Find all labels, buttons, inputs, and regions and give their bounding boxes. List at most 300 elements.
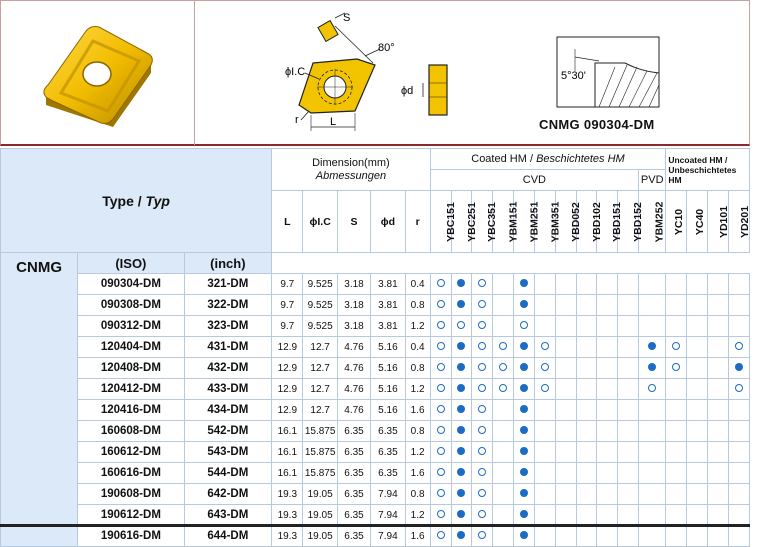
label-r: r bbox=[295, 114, 299, 126]
grade-mark-cell bbox=[514, 358, 535, 379]
dim-value-r: 1.2 bbox=[405, 316, 430, 337]
grade-mark-cell bbox=[555, 316, 576, 337]
available-circle-icon bbox=[478, 531, 486, 539]
recommended-dot-icon bbox=[520, 384, 528, 392]
grade-mark-cell bbox=[618, 400, 639, 421]
grade-mark-cell bbox=[472, 295, 493, 316]
grade-mark-cell bbox=[534, 421, 555, 442]
iso-code: 090308-DM bbox=[78, 295, 184, 316]
grade-mark-cell bbox=[451, 274, 472, 295]
insert-code-label: CNMG 090304-DM bbox=[539, 117, 655, 132]
grade-mark-cell bbox=[451, 295, 472, 316]
recommended-dot-icon bbox=[520, 300, 528, 308]
available-circle-icon bbox=[541, 384, 549, 392]
dim-value-ic: 9.525 bbox=[303, 316, 337, 337]
grade-mark-cell bbox=[451, 358, 472, 379]
available-circle-icon bbox=[499, 384, 507, 392]
grade-mark-cell bbox=[687, 295, 708, 316]
grade-mark-cell bbox=[639, 421, 666, 442]
available-circle-icon bbox=[478, 321, 486, 329]
available-circle-icon bbox=[437, 342, 445, 350]
dim-value-l: 16.1 bbox=[272, 463, 303, 484]
table-row bbox=[1, 358, 750, 379]
grade-mark-cell bbox=[534, 337, 555, 358]
dim-value-d: 3.81 bbox=[371, 295, 405, 316]
dim-value-r: 1.2 bbox=[405, 505, 430, 526]
table-row bbox=[1, 316, 750, 337]
grade-mark-cell bbox=[534, 316, 555, 337]
grade-mark-cell bbox=[597, 442, 618, 463]
grade-mark-cell bbox=[576, 379, 597, 400]
iso-code: 120404-DM bbox=[78, 337, 184, 358]
grade-mark-cell bbox=[639, 400, 666, 421]
grade-mark-cell bbox=[618, 316, 639, 337]
available-circle-icon bbox=[499, 342, 507, 350]
dim-value-r: 1.2 bbox=[405, 442, 430, 463]
type-header bbox=[1, 149, 272, 253]
recommended-dot-icon bbox=[735, 363, 743, 371]
available-circle-icon bbox=[478, 363, 486, 371]
available-circle-icon bbox=[478, 426, 486, 434]
grade-mark-cell bbox=[639, 463, 666, 484]
dim-col-ic: ϕI.C bbox=[303, 191, 337, 253]
table-row bbox=[1, 484, 750, 505]
grade-mark-cell bbox=[687, 274, 708, 295]
grade-mark-cell bbox=[666, 358, 687, 379]
table-row bbox=[1, 421, 750, 442]
table-row bbox=[1, 274, 750, 295]
recommended-dot-icon bbox=[520, 426, 528, 434]
series-cell: CNMG bbox=[1, 253, 78, 547]
grade-mark-cell bbox=[687, 358, 708, 379]
grade-mark-cell bbox=[666, 421, 687, 442]
recommended-dot-icon bbox=[457, 426, 465, 434]
grade-mark-cell bbox=[666, 442, 687, 463]
grade-mark-cell bbox=[666, 316, 687, 337]
grade-mark-cell bbox=[618, 358, 639, 379]
dim-value-ic: 9.525 bbox=[303, 274, 337, 295]
dim-value-ic: 15.875 bbox=[303, 463, 337, 484]
dim-value-s: 6.35 bbox=[337, 463, 370, 484]
grade-mark-cell bbox=[555, 337, 576, 358]
grade-mark-cell bbox=[618, 295, 639, 316]
available-circle-icon bbox=[437, 321, 445, 329]
inch-code: 431-DM bbox=[184, 337, 272, 358]
grade-label: YBM252 bbox=[653, 201, 666, 242]
iso-code: 160608-DM bbox=[78, 421, 184, 442]
type-label: Type / bbox=[102, 192, 146, 209]
grade-label: YD101 bbox=[718, 205, 731, 238]
grade-mark-cell bbox=[618, 379, 639, 400]
grade-mark-cell bbox=[451, 484, 472, 505]
dim-value-ic: 12.7 bbox=[303, 337, 337, 358]
available-circle-icon bbox=[478, 510, 486, 518]
dim-value-d: 7.94 bbox=[371, 484, 405, 505]
recommended-dot-icon bbox=[520, 489, 528, 497]
recommended-dot-icon bbox=[520, 279, 528, 287]
grade-mark-cell bbox=[597, 505, 618, 526]
grade-mark-cell bbox=[597, 316, 618, 337]
grade-mark-cell bbox=[666, 463, 687, 484]
grade-mark-cell bbox=[555, 484, 576, 505]
grade-col-yd201 bbox=[728, 191, 749, 253]
grade-mark-cell bbox=[597, 337, 618, 358]
grade-mark-cell bbox=[576, 442, 597, 463]
coated-header bbox=[430, 149, 666, 170]
grade-mark-cell bbox=[555, 295, 576, 316]
cvd-header: CVD bbox=[430, 170, 638, 191]
grade-mark-cell bbox=[576, 505, 597, 526]
dim-value-d: 7.94 bbox=[371, 505, 405, 526]
dim-value-s: 6.35 bbox=[337, 505, 370, 526]
grade-mark-cell bbox=[514, 484, 535, 505]
coated-label: Coated HM / bbox=[471, 152, 537, 165]
dim-value-r: 0.8 bbox=[405, 484, 430, 505]
grade-mark-cell bbox=[514, 295, 535, 316]
grade-mark-cell bbox=[728, 505, 749, 526]
grade-mark-cell bbox=[555, 442, 576, 463]
grade-mark-cell bbox=[451, 421, 472, 442]
grade-label: YBC251 bbox=[465, 201, 478, 242]
dim-value-l: 16.1 bbox=[272, 442, 303, 463]
grade-mark-cell bbox=[666, 484, 687, 505]
grade-label: YBM251 bbox=[528, 201, 541, 242]
technical-drawing-cell bbox=[195, 1, 751, 145]
dim-col-l: L bbox=[272, 191, 303, 253]
dim-col-d: ϕd bbox=[371, 191, 405, 253]
grade-mark-cell bbox=[597, 526, 618, 547]
dim-value-ic: 12.7 bbox=[303, 358, 337, 379]
grade-mark-cell bbox=[618, 484, 639, 505]
dim-value-s: 4.76 bbox=[337, 358, 370, 379]
grade-mark-cell bbox=[576, 358, 597, 379]
recommended-dot-icon bbox=[457, 300, 465, 308]
grade-mark-cell bbox=[666, 505, 687, 526]
dim-value-s: 6.35 bbox=[337, 484, 370, 505]
iso-code: 090312-DM bbox=[78, 316, 184, 337]
grade-mark-cell bbox=[639, 526, 666, 547]
table-row bbox=[1, 295, 750, 316]
dim-value-d: 6.35 bbox=[371, 421, 405, 442]
grade-mark-cell bbox=[493, 400, 514, 421]
grade-table bbox=[0, 148, 750, 547]
grade-mark-cell bbox=[576, 295, 597, 316]
coated-label-it: Beschichtetes HM bbox=[536, 152, 625, 165]
grade-mark-cell bbox=[708, 526, 729, 547]
bottom-rule bbox=[0, 524, 750, 527]
grade-mark-cell bbox=[728, 400, 749, 421]
recommended-dot-icon bbox=[520, 363, 528, 371]
grade-mark-cell bbox=[534, 295, 555, 316]
recommended-dot-icon bbox=[457, 363, 465, 371]
grade-mark-cell bbox=[687, 442, 708, 463]
grade-mark-cell bbox=[472, 379, 493, 400]
available-circle-icon bbox=[541, 363, 549, 371]
grade-mark-cell bbox=[708, 316, 729, 337]
available-circle-icon bbox=[437, 489, 445, 497]
grade-mark-cell bbox=[728, 526, 749, 547]
grade-mark-cell bbox=[666, 526, 687, 547]
label-d: ϕd bbox=[401, 85, 414, 97]
dim-value-ic: 19.05 bbox=[303, 505, 337, 526]
grade-mark-cell bbox=[708, 400, 729, 421]
inch-code: 642-DM bbox=[184, 484, 272, 505]
grade-label: YBD102 bbox=[590, 201, 603, 242]
type-label-it: Typ bbox=[145, 192, 170, 209]
grade-mark-cell bbox=[430, 505, 451, 526]
grade-mark-cell bbox=[728, 358, 749, 379]
dim-value-s: 6.35 bbox=[337, 421, 370, 442]
dim-value-ic: 9.525 bbox=[303, 295, 337, 316]
available-circle-icon bbox=[437, 468, 445, 476]
available-circle-icon bbox=[672, 342, 680, 350]
available-circle-icon bbox=[437, 405, 445, 413]
grade-mark-cell bbox=[493, 337, 514, 358]
grade-label: YBM151 bbox=[507, 201, 520, 242]
dim-value-r: 1.2 bbox=[405, 379, 430, 400]
available-circle-icon bbox=[437, 531, 445, 539]
grade-mark-cell bbox=[472, 400, 493, 421]
recommended-dot-icon bbox=[520, 405, 528, 413]
grade-mark-cell bbox=[493, 442, 514, 463]
grade-mark-cell bbox=[639, 379, 666, 400]
dim-value-l: 19.3 bbox=[272, 526, 303, 547]
uncoated-label: Uncoated HM / bbox=[668, 154, 728, 165]
dim-value-r: 1.6 bbox=[405, 463, 430, 484]
grade-mark-cell bbox=[430, 358, 451, 379]
available-circle-icon bbox=[478, 279, 486, 287]
grade-mark-cell bbox=[597, 463, 618, 484]
dim-value-d: 5.16 bbox=[371, 358, 405, 379]
grade-mark-cell bbox=[534, 463, 555, 484]
grade-mark-cell bbox=[708, 421, 729, 442]
inch-code: 542-DM bbox=[184, 421, 272, 442]
grade-col-yd101 bbox=[708, 191, 729, 253]
grade-mark-cell bbox=[534, 442, 555, 463]
grade-mark-cell bbox=[618, 274, 639, 295]
dim-value-s: 4.76 bbox=[337, 337, 370, 358]
grade-mark-cell bbox=[493, 358, 514, 379]
grade-mark-cell bbox=[687, 505, 708, 526]
recommended-dot-icon bbox=[457, 342, 465, 350]
table-row bbox=[1, 337, 750, 358]
available-circle-icon bbox=[457, 321, 465, 329]
recommended-dot-icon bbox=[457, 531, 465, 539]
available-circle-icon bbox=[437, 384, 445, 392]
grade-mark-cell bbox=[708, 358, 729, 379]
grade-mark-cell bbox=[639, 316, 666, 337]
grade-mark-cell bbox=[639, 274, 666, 295]
grade-label: YC40 bbox=[694, 208, 707, 235]
recommended-dot-icon bbox=[457, 279, 465, 287]
dim-value-l: 9.7 bbox=[272, 274, 303, 295]
iso-code: 160616-DM bbox=[78, 463, 184, 484]
dim-value-ic: 19.05 bbox=[303, 484, 337, 505]
dim-value-s: 4.76 bbox=[337, 400, 370, 421]
dim-value-d: 5.16 bbox=[371, 379, 405, 400]
grade-col-ybc151 bbox=[430, 191, 457, 253]
available-circle-icon bbox=[478, 405, 486, 413]
grade-mark-cell bbox=[534, 526, 555, 547]
grade-mark-cell bbox=[534, 379, 555, 400]
inch-code: 434-DM bbox=[184, 400, 272, 421]
grade-mark-cell bbox=[472, 505, 493, 526]
grade-mark-cell bbox=[639, 295, 666, 316]
grade-mark-cell bbox=[472, 274, 493, 295]
grade-mark-cell bbox=[430, 484, 451, 505]
grade-mark-cell bbox=[708, 442, 729, 463]
grade-mark-cell bbox=[534, 505, 555, 526]
grade-mark-cell bbox=[514, 337, 535, 358]
dim-value-d: 6.35 bbox=[371, 442, 405, 463]
available-circle-icon bbox=[478, 489, 486, 497]
grade-mark-cell bbox=[597, 484, 618, 505]
grade-mark-cell bbox=[618, 526, 639, 547]
recommended-dot-icon bbox=[457, 447, 465, 455]
grade-mark-cell bbox=[555, 526, 576, 547]
grade-mark-cell bbox=[687, 400, 708, 421]
table-row bbox=[1, 526, 750, 547]
dim-value-s: 3.18 bbox=[337, 295, 370, 316]
label-s: S bbox=[343, 12, 351, 24]
inch-header: (inch) bbox=[184, 253, 272, 274]
label-l: L bbox=[330, 116, 337, 128]
dim-value-l: 12.9 bbox=[272, 379, 303, 400]
grade-mark-cell bbox=[639, 337, 666, 358]
grade-mark-cell bbox=[597, 400, 618, 421]
table-row bbox=[1, 442, 750, 463]
inch-code: 322-DM bbox=[184, 295, 272, 316]
grade-mark-cell bbox=[618, 421, 639, 442]
available-circle-icon bbox=[478, 300, 486, 308]
recommended-dot-icon bbox=[648, 342, 656, 350]
grade-mark-cell bbox=[708, 505, 729, 526]
available-circle-icon bbox=[437, 510, 445, 518]
grade-mark-cell bbox=[728, 316, 749, 337]
grade-mark-cell bbox=[493, 379, 514, 400]
available-circle-icon bbox=[541, 342, 549, 350]
grade-label: YBD151 bbox=[611, 201, 624, 242]
iso-code: 160612-DM bbox=[78, 442, 184, 463]
grade-label: YBD152 bbox=[632, 201, 645, 242]
dimension-label: Dimension(mm) bbox=[312, 156, 390, 169]
grade-mark-cell bbox=[666, 400, 687, 421]
grade-mark-cell bbox=[618, 337, 639, 358]
dim-value-l: 9.7 bbox=[272, 295, 303, 316]
available-circle-icon bbox=[499, 363, 507, 371]
dim-value-r: 1.6 bbox=[405, 526, 430, 547]
grade-mark-cell bbox=[666, 337, 687, 358]
grade-mark-cell bbox=[472, 526, 493, 547]
inch-code: 544-DM bbox=[184, 463, 272, 484]
dim-value-s: 4.76 bbox=[337, 379, 370, 400]
grade-label: YBM351 bbox=[549, 201, 562, 242]
iso-header: (ISO) bbox=[78, 253, 184, 274]
insert-photo-cell bbox=[1, 1, 195, 145]
dim-value-r: 0.4 bbox=[405, 274, 430, 295]
grade-mark-cell bbox=[639, 484, 666, 505]
illustration-band bbox=[0, 0, 750, 146]
dim-value-r: 0.8 bbox=[405, 295, 430, 316]
grade-mark-cell bbox=[472, 316, 493, 337]
dim-value-d: 3.81 bbox=[371, 274, 405, 295]
grade-mark-cell bbox=[514, 421, 535, 442]
grade-mark-cell bbox=[451, 463, 472, 484]
dim-value-s: 6.35 bbox=[337, 442, 370, 463]
grade-label: YBD052 bbox=[569, 201, 582, 242]
grade-mark-cell bbox=[666, 379, 687, 400]
grade-mark-cell bbox=[687, 316, 708, 337]
grade-label: YBC351 bbox=[486, 201, 499, 242]
grade-mark-cell bbox=[555, 400, 576, 421]
inch-code: 321-DM bbox=[184, 274, 272, 295]
dim-value-l: 12.9 bbox=[272, 400, 303, 421]
dim-value-l: 19.3 bbox=[272, 505, 303, 526]
grade-mark-cell bbox=[687, 379, 708, 400]
dim-value-l: 12.9 bbox=[272, 337, 303, 358]
grade-mark-cell bbox=[666, 295, 687, 316]
grade-mark-cell bbox=[430, 442, 451, 463]
grade-mark-cell bbox=[618, 463, 639, 484]
grade-mark-cell bbox=[472, 484, 493, 505]
grade-mark-cell bbox=[728, 421, 749, 442]
grade-mark-cell bbox=[728, 295, 749, 316]
iso-code: 190608-DM bbox=[78, 484, 184, 505]
dim-value-ic: 15.875 bbox=[303, 442, 337, 463]
dim-value-d: 3.81 bbox=[371, 316, 405, 337]
available-circle-icon bbox=[520, 321, 528, 329]
available-circle-icon bbox=[735, 342, 743, 350]
grade-mark-cell bbox=[597, 421, 618, 442]
recommended-dot-icon bbox=[457, 384, 465, 392]
available-circle-icon bbox=[478, 447, 486, 455]
grade-mark-cell bbox=[728, 442, 749, 463]
grade-mark-cell bbox=[430, 463, 451, 484]
table-row bbox=[1, 400, 750, 421]
uncoated-label-it: Unbeschichtetes HM bbox=[668, 164, 737, 185]
grade-mark-cell bbox=[493, 316, 514, 337]
grade-mark-cell bbox=[514, 505, 535, 526]
grade-mark-cell bbox=[472, 442, 493, 463]
grade-mark-cell bbox=[472, 421, 493, 442]
grade-mark-cell bbox=[639, 358, 666, 379]
grade-mark-cell bbox=[555, 379, 576, 400]
table-row bbox=[1, 379, 750, 400]
grade-mark-cell bbox=[576, 484, 597, 505]
available-circle-icon bbox=[478, 468, 486, 476]
pvd-header: PVD bbox=[639, 170, 666, 191]
grade-mark-cell bbox=[687, 337, 708, 358]
grade-mark-cell bbox=[430, 379, 451, 400]
inch-code: 323-DM bbox=[184, 316, 272, 337]
dim-value-s: 3.18 bbox=[337, 274, 370, 295]
grade-mark-cell bbox=[666, 274, 687, 295]
dim-value-ic: 12.7 bbox=[303, 379, 337, 400]
dim-value-r: 0.4 bbox=[405, 337, 430, 358]
dim-value-ic: 15.875 bbox=[303, 421, 337, 442]
dim-value-l: 12.9 bbox=[272, 358, 303, 379]
grade-mark-cell bbox=[514, 400, 535, 421]
grade-mark-cell bbox=[493, 421, 514, 442]
grade-mark-cell bbox=[728, 337, 749, 358]
grade-mark-cell bbox=[534, 358, 555, 379]
grade-mark-cell bbox=[555, 358, 576, 379]
grade-mark-cell bbox=[451, 526, 472, 547]
iso-code: 090304-DM bbox=[78, 274, 184, 295]
grade-mark-cell bbox=[708, 295, 729, 316]
grade-mark-cell bbox=[687, 526, 708, 547]
grade-mark-cell bbox=[451, 442, 472, 463]
